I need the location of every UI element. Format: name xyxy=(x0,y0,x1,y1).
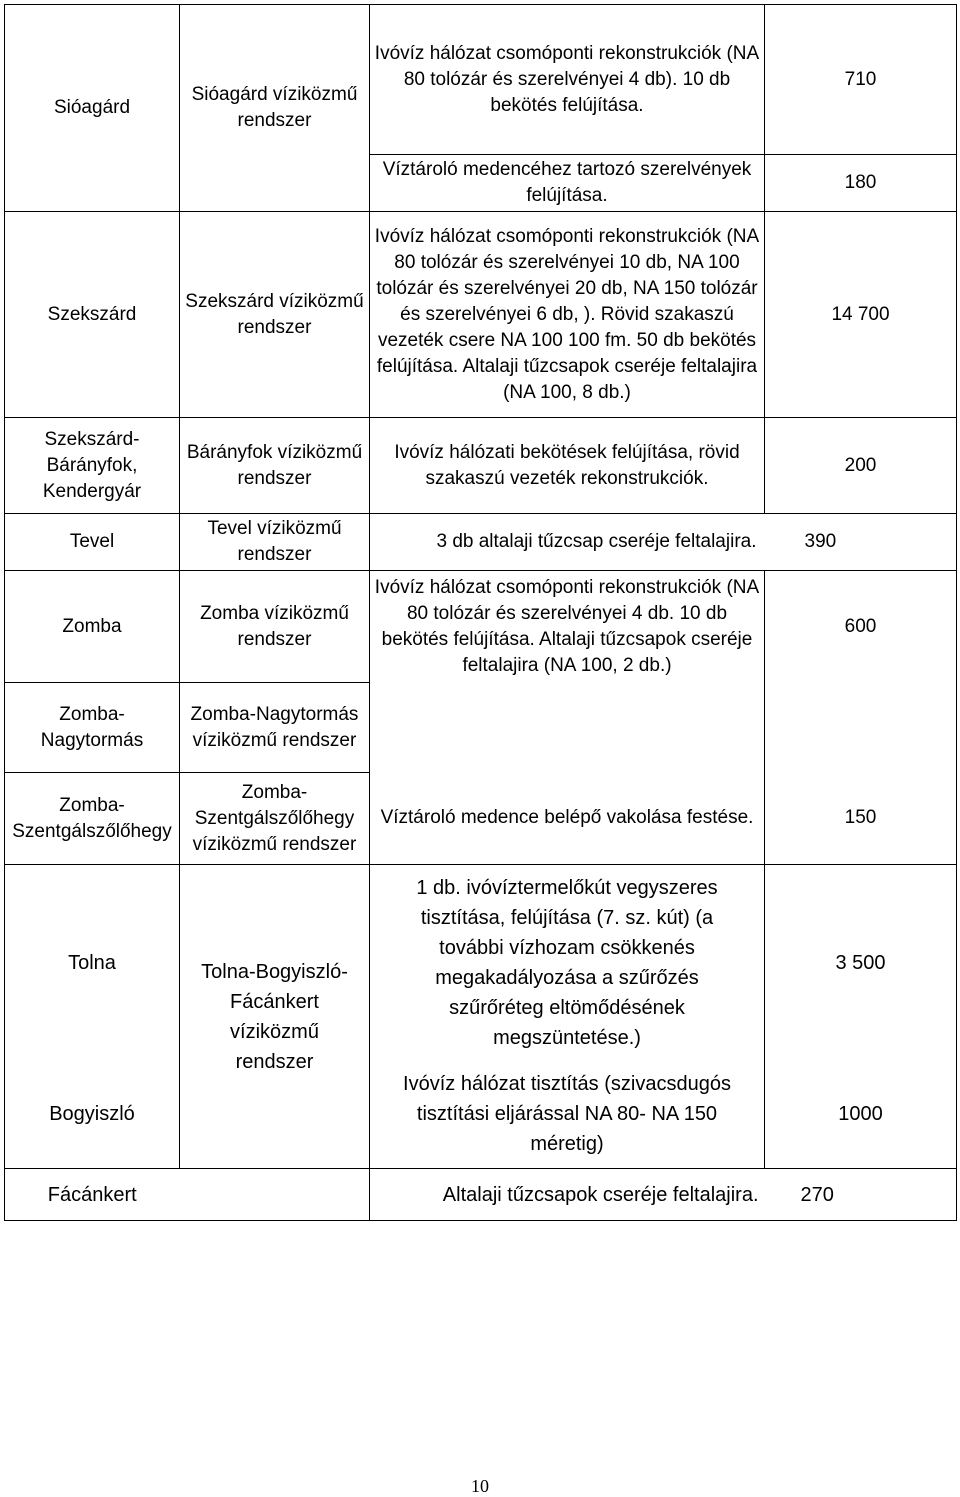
system-cell: Bárányfok víziközmű rendszer xyxy=(180,418,370,514)
system-cell: Zomba-Szentgálszőlőhegy víziközmű rendszer xyxy=(180,773,370,865)
settlement-cell: Bogyiszló xyxy=(5,1061,180,1169)
table-row xyxy=(5,418,957,514)
page-number: 10 xyxy=(471,1476,489,1496)
work-cell: 3 db altalaji tűzcsap cseréje feltalajira. xyxy=(370,514,765,571)
work-cell: Ivóvíz hálózati bekötések felújítása, rövid szakaszú vezeték rekonstrukciók. xyxy=(370,418,765,514)
settlement-cell: Tevel xyxy=(5,514,180,571)
amount-cell: 270 xyxy=(765,1169,957,1221)
table-row xyxy=(5,571,957,683)
table-row xyxy=(5,5,957,155)
amount-cell: 1000 xyxy=(765,1061,957,1169)
settlement-cell: Tolna xyxy=(5,865,180,1061)
work-cell: Altalaji tűzcsapok cseréje feltalajira. xyxy=(370,1169,765,1221)
work-cell: Víztároló medence belépő vakolása festése. xyxy=(370,773,765,865)
table-row xyxy=(5,212,957,418)
amount-cell: 710 xyxy=(765,5,957,155)
system-cell: Tolna-Bogyiszló-Fácánkert víziközmű rendszer xyxy=(180,865,370,1169)
table-row xyxy=(5,683,957,773)
settlement-cell: Szekszárd-Bárányfok, Kendergyár xyxy=(5,418,180,514)
settlement-cell: Sióagárd xyxy=(5,5,180,212)
amount-cell: 200 xyxy=(765,418,957,514)
system-cell xyxy=(180,1169,370,1221)
table-row xyxy=(5,1169,957,1221)
work-cell xyxy=(370,683,765,773)
works-table xyxy=(4,4,957,1221)
system-cell: Zomba víziközmű rendszer xyxy=(180,571,370,683)
system-cell: Tevel víziközmű rendszer xyxy=(180,514,370,571)
work-cell: Ivóvíz hálózat csomóponti rekonstrukciók (NA 80 tolózár és szerelvényei 10 db, NA 100 tolózár és szerelvényei 20 db, NA 150 tolózár és szerelvényei 6 db, ). Rövid szakaszú vezeték csere NA 100 100 fm. 50 db bekötés felújítása. Altalaji tűzcsapok cseréje feltalajira (NA 100, 8 db.) xyxy=(370,212,765,418)
table-row xyxy=(5,773,957,865)
settlement-cell: Zomba-Szentgálszőlőhegy xyxy=(5,773,180,865)
system-cell: Szekszárd víziközmű rendszer xyxy=(180,212,370,418)
amount-cell: 150 xyxy=(765,773,957,865)
amount-cell: 14 700 xyxy=(765,212,957,418)
settlement-cell: Zomba xyxy=(5,571,180,683)
amount-cell: 180 xyxy=(765,155,957,212)
amount-cell: 390 xyxy=(765,514,957,571)
table-row xyxy=(5,865,957,1061)
amount-cell xyxy=(765,683,957,773)
work-cell: Ivóvíz hálózat csomóponti rekonstrukciók (NA 80 tolózár és szerelvényei 4 db. 10 db bekötés felújítása. Altalaji tűzcsapok cseréje feltalajira (NA 100, 2 db.) xyxy=(370,571,765,683)
amount-cell: 3 500 xyxy=(765,865,957,1061)
work-cell: Ivóvíz hálózat csomóponti rekonstrukciók (NA 80 tolózár és szerelvényei 4 db). 10 db bekötés felújítása. xyxy=(370,5,765,155)
settlement-cell: Fácánkert xyxy=(5,1169,180,1221)
system-cell: Zomba-Nagytormás víziközmű rendszer xyxy=(180,683,370,773)
system-cell: Sióagárd víziközmű rendszer xyxy=(180,5,370,212)
work-cell: Víztároló medencéhez tartozó szerelvények felújítása. xyxy=(370,155,765,212)
settlement-cell: Zomba-Nagytormás xyxy=(5,683,180,773)
work-cell: 1 db. ivóvíztermelőkút vegyszeres tisztítása, felújítása (7. sz. kút) (a további vízhozam csökkenés megakadályozása a szűrőzés szűrőréteg eltömődésének megszüntetése.) xyxy=(370,865,765,1061)
table-row xyxy=(5,514,957,571)
work-cell: Ivóvíz hálózat tisztítás (szivacsdugós tisztítási eljárással NA 80- NA 150 méretig) xyxy=(370,1061,765,1169)
amount-cell: 600 xyxy=(765,571,957,683)
settlement-cell: Szekszárd xyxy=(5,212,180,418)
table-row xyxy=(5,1061,957,1169)
